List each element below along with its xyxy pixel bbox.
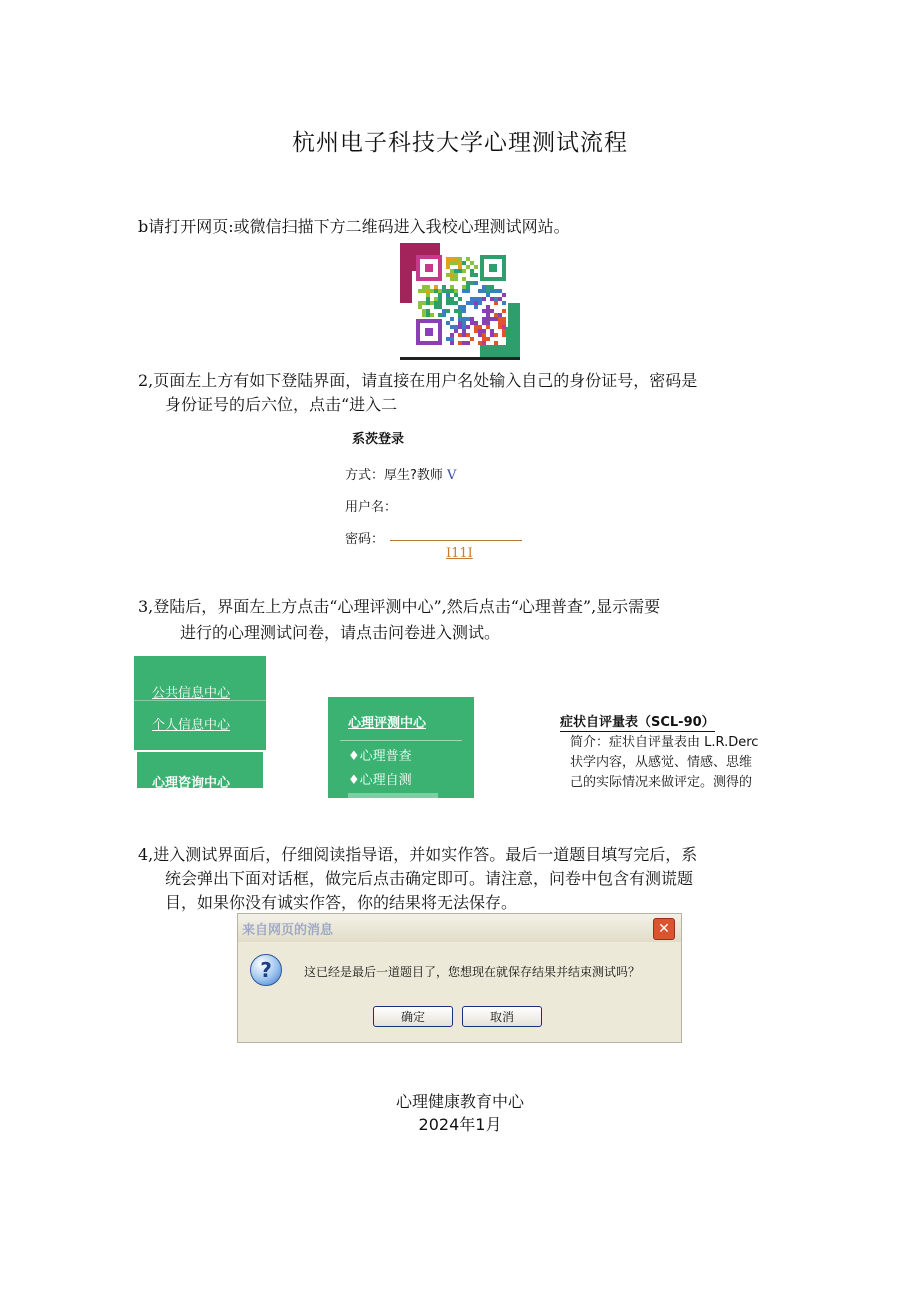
footer-org: 心理健康教育中心 [395, 1092, 524, 1111]
qr-module [494, 289, 498, 293]
qr-module [446, 265, 450, 269]
qr-module [462, 269, 466, 273]
qr-module [502, 321, 506, 325]
qr-module [494, 313, 498, 317]
qr-module [438, 297, 442, 301]
qr-module [474, 301, 478, 305]
qr-module [454, 273, 458, 277]
qr-module [470, 317, 474, 321]
qr-module [482, 321, 486, 325]
footer-date: 2024年1月 [418, 1115, 502, 1134]
qr-module [422, 289, 426, 293]
qr-module [458, 261, 462, 265]
qr-module [450, 289, 454, 293]
qr-module [462, 329, 466, 333]
step4-line3: 目，如果你没有诚实作答，你的结果将无法保存。 [165, 893, 518, 912]
qr-module [474, 321, 478, 325]
dialog-message: 这已经是最后一道题目了，您想现在就保存结果并结束测试吗？ [304, 965, 641, 979]
qr-module [470, 281, 474, 285]
qr-module [486, 317, 490, 321]
qr-module [490, 317, 494, 321]
qr-module [498, 325, 502, 329]
qr-module [450, 277, 454, 281]
qr-module [486, 305, 490, 309]
qr-module [446, 309, 450, 313]
qr-module [466, 265, 470, 269]
qr-module [466, 257, 470, 261]
qr-module [450, 261, 454, 265]
qr-module [502, 325, 506, 329]
qr-module [426, 301, 430, 305]
qr-module [494, 317, 498, 321]
qr-module [442, 285, 446, 289]
scale-link[interactable]: 症状自评量表（SCL-90） [560, 711, 715, 732]
qr-module [478, 301, 482, 305]
assessment-menu [328, 697, 474, 798]
qr-module [474, 297, 478, 301]
qr-module [434, 305, 438, 309]
counseling-menu [137, 752, 263, 791]
qr-module [450, 285, 454, 289]
qr-code-image[interactable] [400, 243, 520, 360]
qr-module [462, 325, 466, 329]
qr-module [454, 293, 458, 297]
qr-module [462, 277, 466, 281]
qr-module [450, 269, 454, 273]
qr-module [486, 337, 490, 341]
qr-module [482, 297, 486, 301]
step1-text: b请打开网页:或微信扫描下方二维码进入我校心理测试网站。 [138, 217, 570, 236]
qr-module [450, 297, 454, 301]
qr-module [474, 329, 478, 333]
step3-line1: 3,登陆后，界面左上方点击“心理评测中心”,然后点击“心理普查”,显示需要 [138, 597, 661, 616]
qr-module [494, 333, 498, 337]
qr-module [478, 341, 482, 345]
scale-desc-line: 状学内容，从感觉、情感、思维 [570, 755, 753, 770]
qr-module [478, 289, 482, 293]
qr-module [454, 325, 458, 329]
qr-module [466, 317, 470, 321]
info-menu [134, 656, 266, 750]
qr-module [466, 301, 470, 305]
qr-module [450, 333, 454, 337]
qr-module [418, 305, 422, 309]
menu-item-self-test[interactable]: ♦心理自测 [348, 773, 412, 788]
qr-module [450, 341, 454, 345]
qr-module [430, 313, 434, 317]
menu-item-census[interactable]: ♦心理普查 [348, 749, 412, 764]
qr-module [446, 257, 450, 261]
qr-module [502, 329, 506, 333]
qr-module [498, 289, 502, 293]
qr-module [486, 293, 490, 297]
qr-module [442, 313, 446, 317]
question-icon: ? [250, 954, 282, 986]
step2-line2: 身份证号的后六位，点击“进入二 [165, 395, 398, 414]
qr-module [430, 301, 434, 305]
qr-module [450, 317, 454, 321]
password-field[interactable] [390, 540, 522, 541]
qr-module [486, 313, 490, 317]
qr-module [446, 321, 450, 325]
qr-module [486, 325, 490, 329]
qr-module [462, 289, 466, 293]
qr-module [426, 285, 430, 289]
qr-module [466, 333, 470, 337]
qr-module [458, 325, 462, 329]
qr-module [478, 333, 482, 337]
qr-module [458, 269, 462, 273]
qr-module [462, 333, 466, 337]
qr-module [482, 329, 486, 333]
qr-module [482, 289, 486, 293]
cancel-button[interactable]: 取消 [462, 1006, 542, 1027]
qr-module [458, 257, 462, 261]
qr-module [458, 297, 462, 301]
qr-module [446, 301, 450, 305]
qr-module [426, 309, 430, 313]
qr-module [438, 289, 442, 293]
qr-module [446, 297, 450, 301]
qr-module [418, 289, 422, 293]
step4-line1: 4,进入测试界面后，仔细阅读指导语，并如实作答。最后一道题目填写完后，系 [138, 845, 698, 864]
qr-module [458, 305, 462, 309]
qr-module [462, 317, 466, 321]
qr-module [458, 333, 462, 337]
qr-module [442, 289, 446, 293]
menu-item-cut-off [348, 793, 438, 798]
login-mode-label: 方式：厚生?教师 [345, 468, 443, 483]
qr-module [458, 321, 462, 325]
qr-module [462, 285, 466, 289]
qr-module [478, 325, 482, 329]
menu-item-counseling[interactable]: 心理咨询中心 [152, 776, 231, 791]
qr-module [470, 261, 474, 265]
qr-module [470, 273, 474, 277]
qr-module [454, 257, 458, 261]
qr-module [466, 281, 470, 285]
qr-module [458, 313, 462, 317]
qr-module [502, 301, 506, 305]
qr-module [438, 313, 442, 317]
qr-module [494, 297, 498, 301]
qr-module [454, 269, 458, 273]
qr-module [426, 293, 430, 297]
qr-module [446, 261, 450, 265]
menu-item-personal-info[interactable]: 个人信息中心 [152, 718, 231, 733]
qr-module [422, 301, 426, 305]
qr-module [474, 273, 478, 277]
qr-module [422, 285, 426, 289]
qr-module [466, 325, 470, 329]
menu-item-public-info[interactable]: 公共信息中心 [152, 686, 231, 701]
qr-module [482, 309, 486, 313]
qr-module [450, 257, 454, 261]
qr-module [474, 325, 478, 329]
qr-module [434, 297, 438, 301]
qr-module [422, 309, 426, 313]
qr-module [434, 289, 438, 293]
qr-module [466, 285, 470, 289]
qr-module [474, 265, 478, 269]
qr-module [482, 341, 486, 345]
qr-module [502, 333, 506, 337]
qr-module [470, 297, 474, 301]
qr-module [486, 321, 490, 325]
qr-module [446, 273, 450, 277]
qr-module [458, 341, 462, 345]
scale-desc-line: 己的实际情况来做评定。测得的 [570, 775, 753, 790]
qr-module [498, 321, 502, 325]
qr-module [494, 341, 498, 345]
qr-module [454, 309, 458, 313]
qr-module [450, 301, 454, 305]
qr-module [490, 297, 494, 301]
qr-module [482, 317, 486, 321]
qr-module [498, 297, 502, 301]
qr-module [486, 285, 490, 289]
qr-module [450, 337, 454, 341]
dialog-titlebar [238, 914, 681, 942]
step3-line2: 进行的心理测试问卷，请点击问卷进入测试。 [180, 623, 501, 642]
qr-module [478, 297, 482, 301]
menu-divider [340, 740, 462, 741]
qr-module [450, 325, 454, 329]
qr-module [426, 289, 430, 293]
qr-module [490, 289, 494, 293]
username-label: 用户名： [345, 500, 398, 515]
qr-module [470, 321, 474, 325]
confirm-dialog [237, 913, 682, 1043]
step2-line1: 2,页面左上方有如下登陆界面，请直接在用户名处输入自己的身份证号，密码是 [138, 371, 698, 390]
ok-button[interactable]: 确定 [373, 1006, 453, 1027]
qr-module [482, 333, 486, 337]
qr-module [474, 305, 478, 309]
login-title: 系茨登录 [352, 432, 405, 447]
qr-module [462, 261, 466, 265]
qr-module [446, 289, 450, 293]
qr-module [498, 317, 502, 321]
login-button[interactable]: I11I [446, 546, 473, 561]
qr-module [466, 341, 470, 345]
qr-module [490, 309, 494, 313]
scale-description [570, 733, 800, 793]
qr-module [490, 329, 494, 333]
qr-module [438, 305, 442, 309]
qr-module [454, 289, 458, 293]
qr-module [430, 289, 434, 293]
qr-module [450, 273, 454, 277]
qr-module [490, 333, 494, 337]
qr-module [454, 301, 458, 305]
step4-line2: 统会弹出下面对话框，做完后点击确定即可。请注意，问卷中包含有测谎题 [165, 869, 694, 888]
qr-module [442, 309, 446, 313]
chevron-down-icon[interactable]: V [447, 468, 457, 483]
qr-module [502, 317, 506, 321]
qr-module [426, 313, 430, 317]
qr-module [478, 329, 482, 333]
qr-module [462, 305, 466, 309]
qr-module [494, 301, 498, 305]
qr-module [474, 281, 478, 285]
login-mode-row[interactable] [345, 464, 456, 483]
qr-module [482, 337, 486, 341]
qr-module [422, 313, 426, 317]
close-icon[interactable]: ✕ [653, 918, 675, 940]
qr-module [462, 321, 466, 325]
qr-module [470, 301, 474, 305]
qr-module [446, 337, 450, 341]
qr-module [470, 269, 474, 273]
qr-module [502, 309, 506, 313]
qr-module [426, 297, 430, 301]
qr-module [486, 309, 490, 313]
qr-module [454, 329, 458, 333]
dialog-title: 来自网页的消息 [242, 923, 334, 938]
qr-module [454, 261, 458, 265]
qr-module [418, 301, 422, 305]
qr-module [454, 277, 458, 281]
qr-module [438, 293, 442, 297]
qr-module [458, 317, 462, 321]
qr-module [502, 293, 506, 297]
qr-module [482, 285, 486, 289]
qr-module [438, 301, 442, 305]
menu-item-assessment-center[interactable]: 心理评测中心 [348, 716, 427, 731]
qr-module [446, 293, 450, 297]
qr-module [486, 289, 490, 293]
qr-module [470, 337, 474, 341]
qr-module [434, 285, 438, 289]
qr-module [498, 313, 502, 317]
qr-module [434, 301, 438, 305]
password-label: 密码： [345, 532, 385, 547]
page-title: 杭州电子科技大学心理测试流程 [292, 130, 628, 156]
qr-module [462, 309, 466, 313]
scale-desc-line: 简介：症状自评量表由 L.R.Derc [570, 735, 759, 750]
qr-module [462, 341, 466, 345]
qr-module [458, 265, 462, 269]
qr-module [458, 309, 462, 313]
qr-module [466, 289, 470, 293]
qr-module [490, 285, 494, 289]
